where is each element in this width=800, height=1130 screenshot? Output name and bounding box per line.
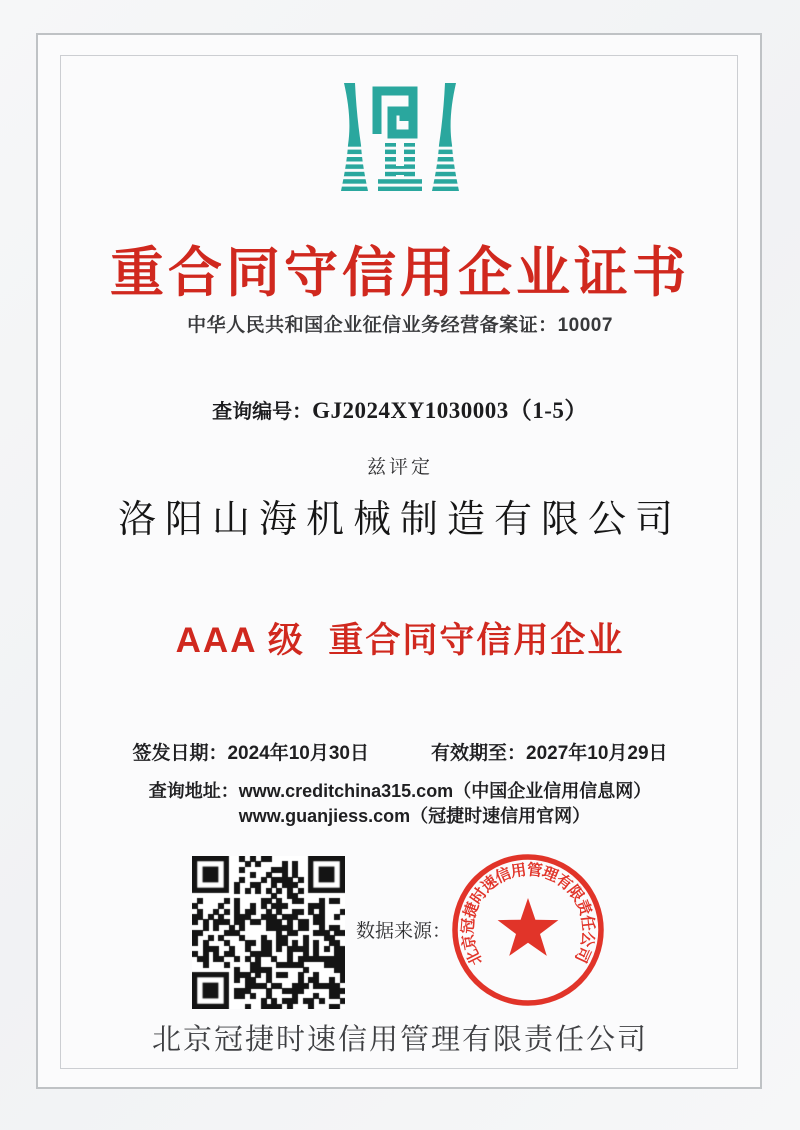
valid-until-value: 2027年10月29日: [526, 743, 668, 764]
query-address-block: [0, 779, 800, 829]
query-number-label: 查询编号：: [212, 401, 313, 423]
assessment-intro: 兹评定: [366, 457, 433, 478]
issuer-name: 北京冠捷时速信用管理有限责任公司: [151, 1024, 648, 1056]
issue-date-label: 签发日期：: [132, 743, 228, 764]
company-logo-icon: [340, 82, 460, 194]
logo-shapes: [341, 83, 459, 191]
certificate-subtitle: 中华人民共和国企业征信业务经营备案证：10007: [187, 315, 613, 336]
company-name: 洛阳山海机械制造有限公司: [117, 499, 682, 541]
query-number-line: [0, 392, 800, 425]
issue-date-line: [132, 738, 369, 765]
valid-until-line: [431, 738, 668, 765]
valid-until-label: 有效期至：: [431, 743, 527, 764]
certificate-title: 重合同守信用企业证书: [110, 243, 690, 303]
query-address-line2: www.guanjiess.com（冠捷时速信用官网）: [238, 806, 591, 826]
data-source-label: 数据来源：: [356, 921, 452, 942]
issue-date-value: 2024年10月30日: [227, 743, 369, 764]
query-address-urls: [239, 779, 651, 829]
rating-line: AAA 级 重合同守信用企业: [175, 621, 625, 660]
seal-text: 北京冠捷时速信用管理有限责任公司: [459, 861, 597, 968]
query-number-value: GJ2024XY1030003（1-5）: [312, 398, 588, 423]
company-seal-icon: [449, 851, 607, 1009]
query-address-label: 查询地址：: [148, 781, 239, 801]
dates-row: [0, 738, 800, 765]
qr-code-icon: [192, 856, 345, 1009]
query-address-line1: www.creditchina315.com（中国企业信用信息网）: [238, 781, 652, 801]
seal-star-icon: [498, 898, 559, 956]
